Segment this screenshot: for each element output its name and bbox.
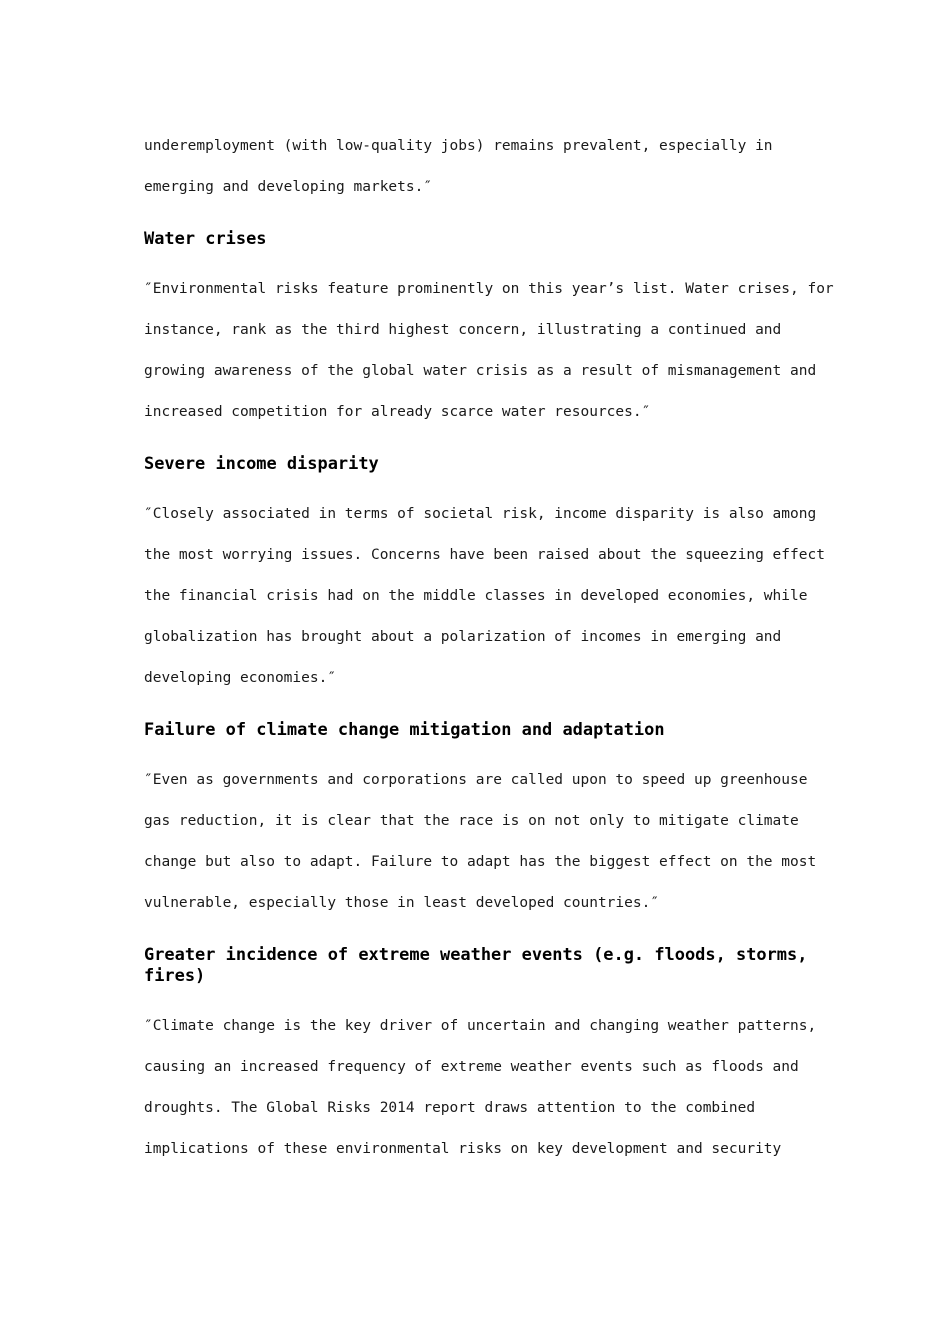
- text-line: instance, rank as the third highest concern, illustrating a continued and: [144, 322, 782, 338]
- section-paragraph-income-disparity: [144, 494, 824, 699]
- text-line: implications of these environmental risks on key development and security: [144, 1141, 782, 1157]
- text-line: ″Closely associated in terms of societal risk, income disparity is also among: [144, 506, 817, 522]
- text-line: increased competition for already scarce water resources.″: [144, 404, 651, 420]
- text-line: ″Climate change is the key driver of uncertain and changing weather patterns,: [144, 1018, 817, 1034]
- section-heading-extreme-weather: Greater incidence of extreme weather events (e.g. floods, storms, fires): [144, 944, 808, 985]
- text-line: globalization has brought about a polarization of incomes in emerging and: [144, 629, 782, 645]
- document-body: [144, 126, 834, 1170]
- text-line: droughts. The Global Risks 2014 report draws attention to the combined: [144, 1100, 756, 1116]
- text-line: emerging and developing markets.″: [144, 179, 433, 195]
- text-line: underemployment (with low-quality jobs) remains prevalent, especially in: [144, 138, 773, 154]
- text-line: the financial crisis had on the middle classes in developed economies, while: [144, 588, 808, 604]
- section-paragraph-climate-change: [144, 760, 824, 924]
- text-line: vulnerable, especially those in least developed countries.″: [144, 895, 660, 911]
- text-line: ″Even as governments and corporations are called upon to speed up greenhouse: [144, 772, 808, 788]
- text-line: gas reduction, it is clear that the race is on not only to mitigate climate: [144, 813, 799, 829]
- text-line: developing economies.″: [144, 670, 337, 686]
- section-paragraph-extreme-weather: [144, 1006, 824, 1170]
- section-paragraph-water-crises: [144, 269, 834, 433]
- section-heading-climate-change: Failure of climate change mitigation and adaptation: [144, 719, 665, 739]
- intro-paragraph: [144, 126, 824, 208]
- text-line: ″Environmental risks feature prominently on this year’s list. Water crises, for: [144, 281, 834, 297]
- text-line: growing awareness of the global water crisis as a result of mismanagement and: [144, 363, 817, 379]
- section-heading-water-crises: Water crises: [144, 228, 267, 248]
- text-line: the most worrying issues. Concerns have been raised about the squeezing effect: [144, 547, 825, 563]
- text-line: causing an increased frequency of extreme weather events such as floods and: [144, 1059, 799, 1075]
- section-heading-income-disparity: Severe income disparity: [144, 453, 379, 473]
- text-line: change but also to adapt. Failure to adapt has the biggest effect on the most: [144, 854, 817, 870]
